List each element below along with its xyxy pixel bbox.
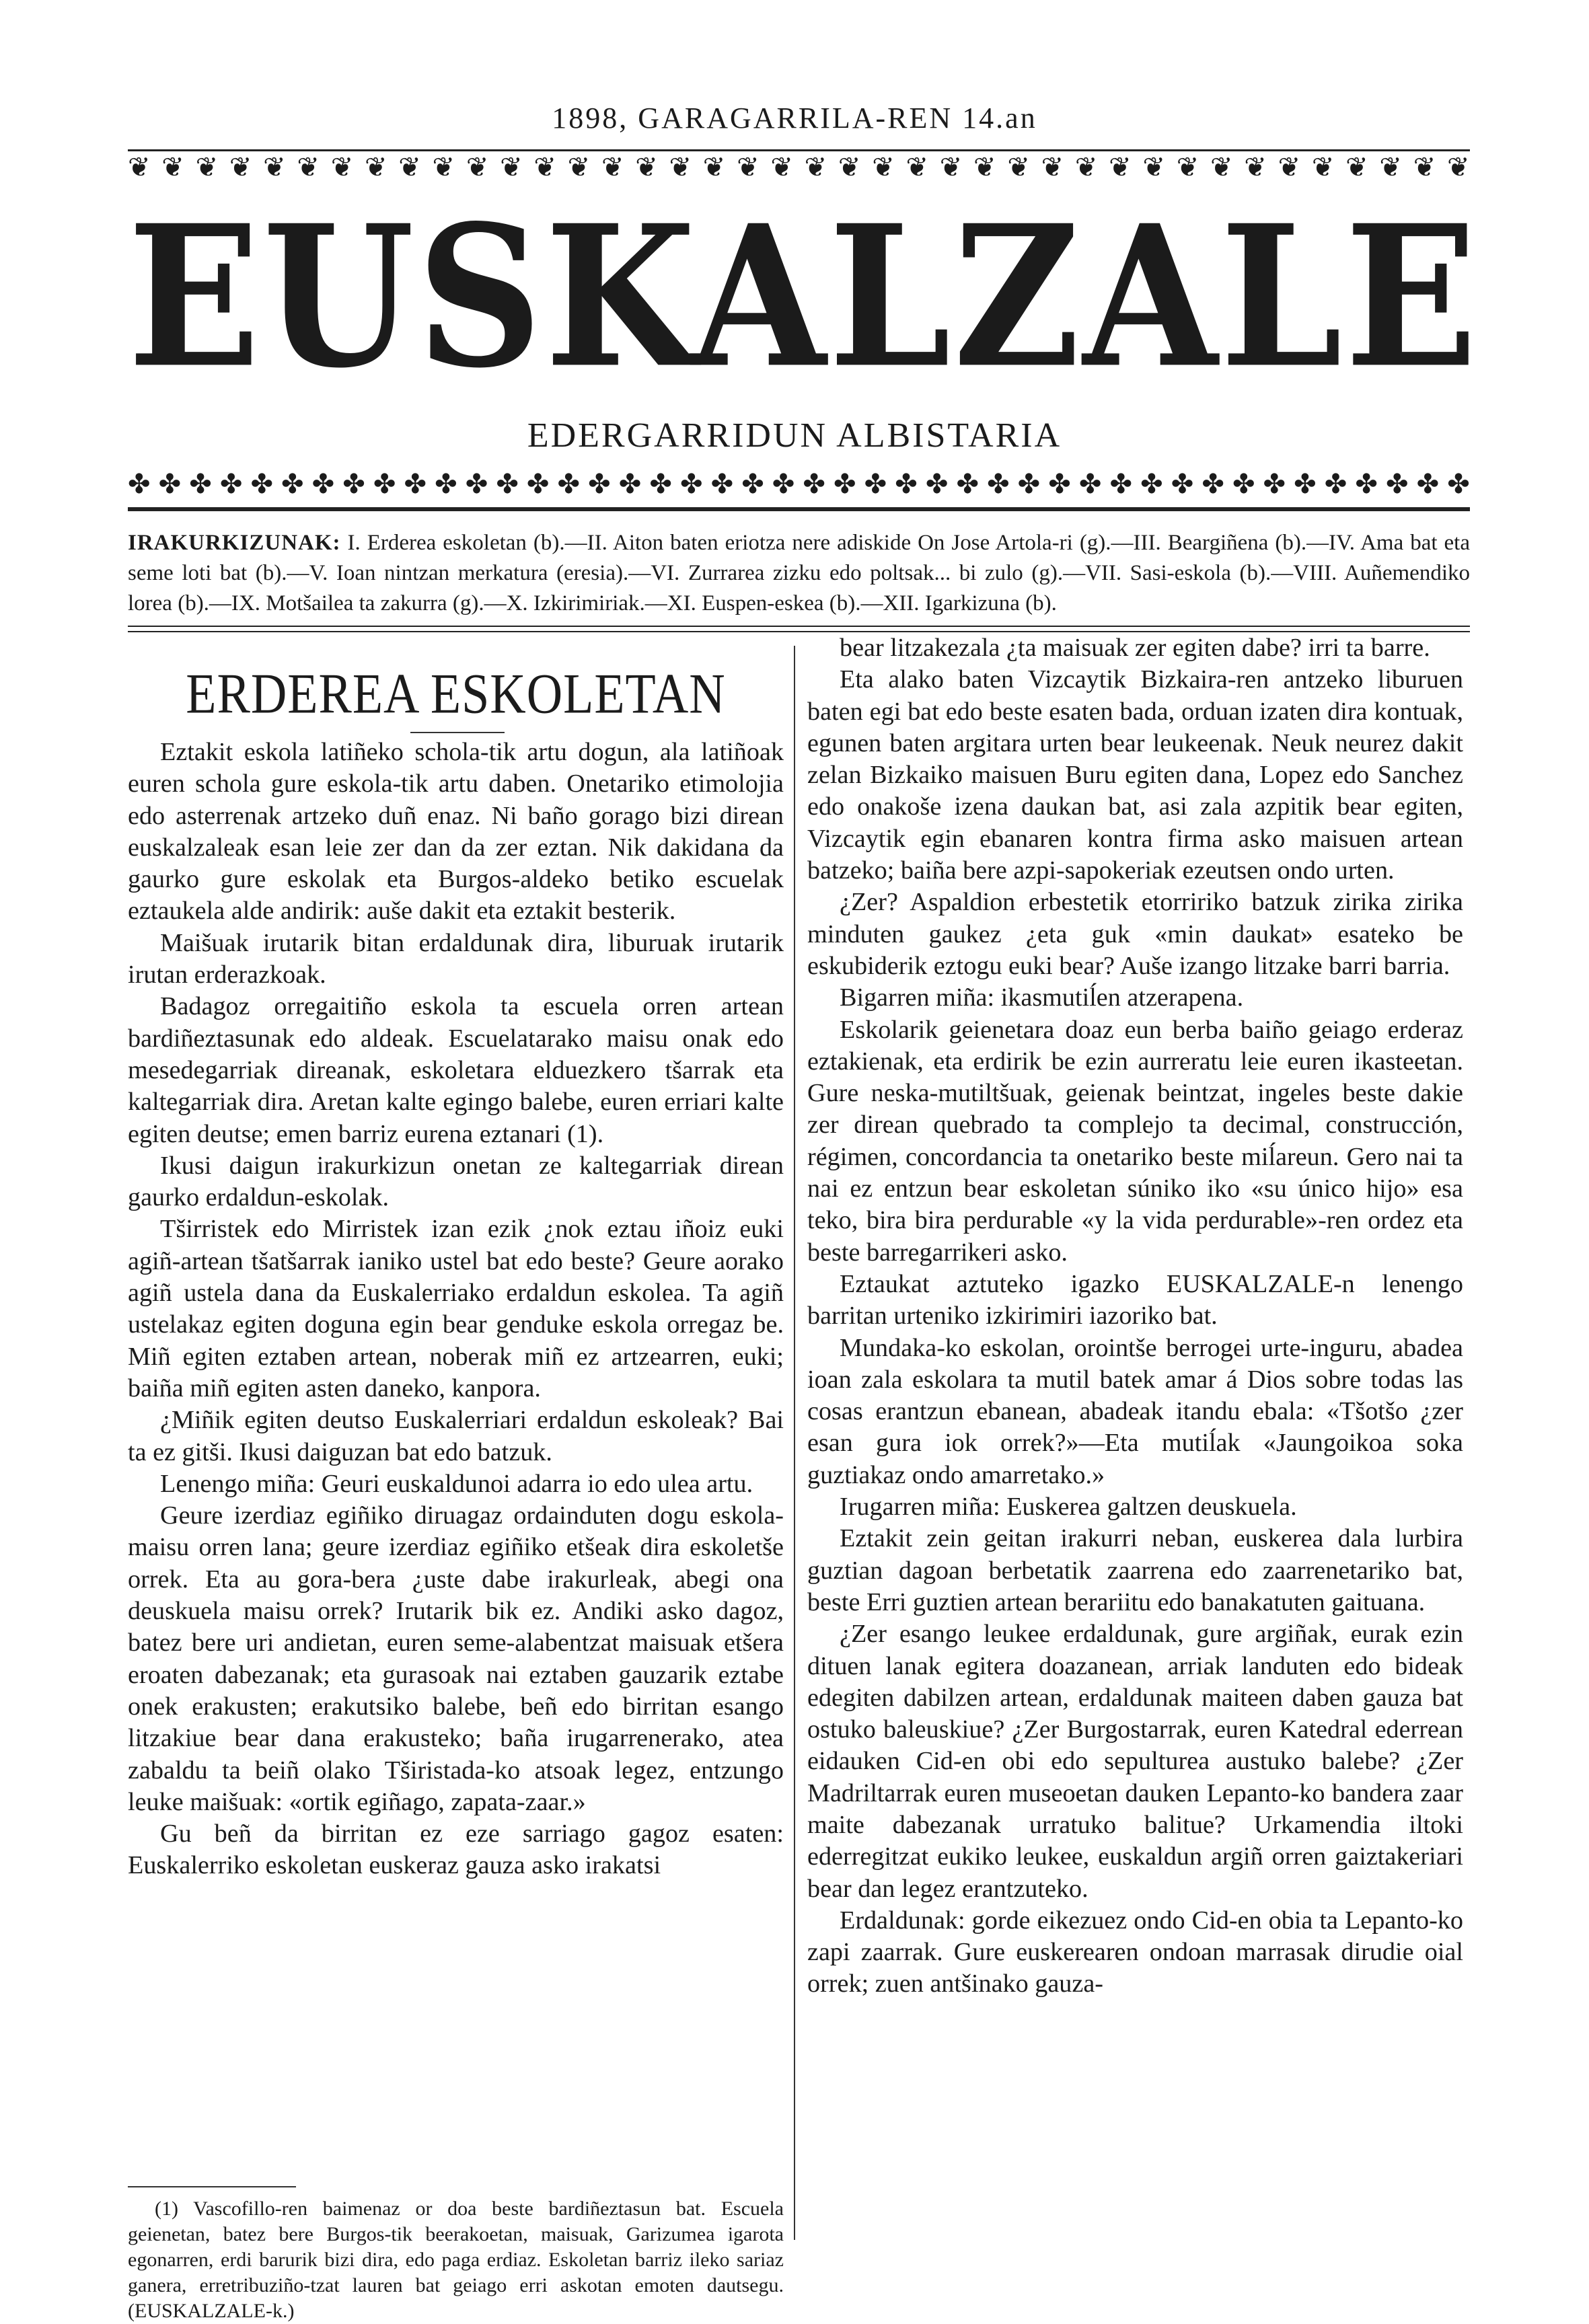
ornament-glyph: ❦: [1142, 152, 1165, 182]
ornament-glyph: ❦: [1311, 152, 1335, 182]
ornament-glyph: ❦: [973, 152, 996, 182]
ornament-glyph: ✤: [435, 471, 457, 499]
ornament-glyph: ❦: [128, 152, 151, 182]
ornament-glyph: ✤: [1324, 471, 1347, 499]
masthead-subtitle: EDERGARRIDUN ALBISTARIA: [527, 416, 1062, 455]
article-paragraph: Bigarren miña: ikasmutiĺen atzerapena.: [840, 983, 1244, 1012]
ornament-glyph: ✤: [1355, 471, 1378, 499]
header-double-rule: [128, 626, 1470, 632]
ornament-glyph: ❦: [1210, 152, 1233, 182]
article-paragraph: bear litzakezala ¿ta maisuak zer egiten dabe? irri ta barre.: [840, 634, 1430, 662]
ornament-glyph: ❦: [500, 152, 523, 182]
ornament-glyph: ✤: [803, 471, 825, 499]
article-paragraph: Badagoz orregaitiño eskola ta escuela orren artean bardiñeztasunak edo aldeak. Escuelatarako maisu onak edo mesedegarriak direanak, eskoletara elduezkero tšarrak eta kaltegarriak dira. Aretan kalte egingo balebe, euren erriari kalte egiten deutse; emen barriz eurena eztanari (1).: [128, 992, 784, 1148]
contents-summary: [128, 528, 1470, 619]
ornament-glyph: ✤: [1447, 471, 1470, 499]
ornament-border-top: [128, 149, 1470, 184]
ornament-glyph: ✤: [373, 471, 396, 499]
article-paragraph: Eztakit eskola latiñeko schola-tik artu dogun, ala latiñoak euren schola gure eskola-tik artu daben. Onetariko etimolojia edo asterrenak artzeko duñ enaz. Ni baño gorago bizi direan euskalzaleak esan leie zer dan da zer eztan. Nik dakidana da gaurko gure eskolak eta Burgos-aldeko betiko escuelak eztaukela alde andirik: auše dakit eta eztakit besterik.: [128, 738, 784, 926]
article-paragraph: Gu beñ da birritan ez eze sarriago gagoz esaten: Euskalerriko eskoletan euskeraz gauza asko irakatsi: [128, 1820, 784, 1880]
ornament-glyph: ✤: [250, 471, 273, 499]
ornament-glyph: ❦: [398, 152, 421, 182]
ornament-glyph: ✤: [772, 471, 795, 499]
ornament-glyph: ❦: [297, 152, 320, 182]
title-rule: [410, 732, 505, 733]
article-paragraph: Erdaldunak: gorde eikezuez ondo Cid-en obia ta Lepanto-ko zapi zaarrak. Gure euskerearen ondoan marrasak dirudie oial orrek; zuen antšinako gauza-: [807, 1906, 1463, 1998]
ornament-glyph: ✤: [311, 471, 335, 499]
ornament-glyph: ❦: [1007, 152, 1030, 182]
ornament-glyph: ❦: [1176, 152, 1199, 182]
ornament-glyph: ❦: [669, 152, 692, 182]
ornament-glyph: ❦: [1074, 152, 1098, 182]
article-paragraph: Lenengo miña: Geuri euskaldunoi adarra io edo ulea artu.: [160, 1469, 753, 1498]
ornament-glyph: ❦: [567, 152, 591, 182]
ornament-glyph: ❦: [229, 152, 252, 182]
ornament-glyph: ✤: [895, 471, 918, 499]
ornament-glyph: ❦: [906, 152, 928, 182]
ornament-glyph: ❦: [635, 152, 658, 182]
ornament-glyph: ❦: [1446, 152, 1470, 182]
ornament-glyph: ✤: [710, 471, 734, 499]
article-paragraph: Eta alako baten Vizcaytik Bizkaira-ren antzeko liburuen baten egi bat edo beste esaten bada, orduan izaten dira kontuak, egunen baten argitara urten bear leukeenak. Neuk neurez dakit zelan Bizkaiko maisuen Buru egiten dana, Lopez edo Sanchez edo onakoše izena daukan bat, asi zala azpitik bear egiten, Vizcaytik egin ebanaren kontra firma asko maisuen artean batzeko; baiña bere azpi-sapokeriak ezeutsen ondo urten.: [807, 665, 1463, 885]
ornament-glyph: ❦: [770, 152, 793, 182]
ornament-glyph: ✤: [1017, 471, 1041, 499]
ornament-glyph: ✤: [158, 471, 182, 499]
ornament-glyph: ✤: [588, 471, 611, 499]
ornament-glyph: ✤: [465, 471, 488, 499]
ornament-glyph: ✤: [1232, 471, 1255, 499]
ornament-glyph: ✤: [1294, 471, 1317, 499]
ornament-glyph: ❦: [533, 152, 556, 182]
ornament-glyph: ✤: [404, 471, 427, 499]
ornament-glyph: ✤: [987, 471, 1010, 499]
ornament-glyph: ✤: [1416, 471, 1440, 499]
ornament-glyph: ✤: [1048, 471, 1071, 499]
ornament-glyph: ✤: [189, 471, 212, 499]
ornament-glyph: ✤: [128, 471, 151, 499]
ornament-glyph: ❦: [838, 152, 861, 182]
ornament-glyph: ✤: [649, 471, 672, 499]
ornament-glyph: ❦: [364, 152, 387, 182]
ornament-glyph: ❦: [161, 152, 184, 182]
ornament-glyph: ✤: [1171, 471, 1194, 499]
footnote-text: (1) Vascofillo-ren baimenaz or doa beste bardiñeztasun bat. Escuela geienetan, batez bere Burgos-tik beerakoetan, maisuak, Garizumea igarota egonarren, erdi barurik bizi dira, edo paga erdiaz. Eskoletan barriz ileko sariaz ganera, erretribuziño-tzat lauren bat geiago erri askotan emoten dautsegu. (EUSKALZALE-k.): [128, 2198, 784, 2322]
contents-text: I. Erderea eskoletan (b).—II. Aiton baten eriotza nere adiskide On Jose Artola-ri (g).—III. Beargiñena (b).—IV. Ama bat eta seme loti bat (b).—V. Ioan nintzan merkatura (eresia).—VI. Zurrarea zizku edo poltsak... bi zulo (g).—VII. Sasi-eskola (b).—VIII. Auñemendiko lorea (b).—IX. Motšailea ta zakurra (g).—X. Izkirimiriak.—XI. Euspen-eskea (b).—XII. Igarkizuna (b).: [128, 531, 1470, 615]
ornament-glyph: ❦: [1244, 152, 1267, 182]
ornament-glyph: ❦: [702, 152, 726, 182]
article-paragraph: Mundaka-ko eskolan, orointše berrogei urte-inguru, abadea ioan zala eskolara ta mutil batek amar á Dios sobre todas las cosas erantzun ebanean, abadeak itandu ebala: «Tšotšo ¿zer esan gura iok orrek?»—Eta mutiĺak «Jaungoikoa soka guztiakaz ondo amarretako.»: [807, 1333, 1463, 1489]
ornament-glyph: ❦: [263, 152, 286, 182]
ornament-glyph: ✤: [1109, 471, 1133, 499]
ornament-glyph: ✤: [281, 471, 304, 499]
article-paragraph: Eztakit zein geitan irakurri neban, euskerea dala lurbira guztian dagoan berbetatik zaarrena edo zaarrenetariko bat, beste Erri guztien artean berariitu edo banakatuten gaituana.: [807, 1524, 1463, 1616]
ornament-glyph: ❦: [804, 152, 827, 182]
ornament-glyph: ❦: [737, 152, 760, 182]
contents-label: IRAKURKIZUNAK:: [128, 531, 341, 555]
left-column: [128, 737, 784, 1882]
ornament-glyph: ✤: [956, 471, 979, 499]
article-paragraph: Ikusi daigun irakurkizun onetan ze kaltegarriak direan gaurko erdaldun-eskolak.: [128, 1151, 784, 1212]
ornament-glyph: ✤: [1385, 471, 1409, 499]
ornament-glyph: ✤: [1140, 471, 1163, 499]
ornament-glyph: ❦: [1278, 152, 1301, 182]
article-paragraph: Irugarren miña: Euskerea galtzen deuskuela.: [840, 1493, 1297, 1522]
ornament-glyph: ❦: [195, 152, 219, 182]
ornament-glyph: ✤: [557, 471, 581, 499]
ornament-glyph: ✤: [1078, 471, 1102, 499]
ornament-glyph: ❦: [432, 152, 455, 182]
ornament-border-middle: [128, 471, 1470, 511]
ornament-glyph: ✤: [1202, 471, 1224, 499]
article-title: ERDEREA ESKOLETAN: [186, 662, 726, 726]
ornament-glyph: ❦: [1109, 152, 1132, 182]
ornament-glyph: ❦: [466, 152, 489, 182]
footnote: [128, 2196, 784, 2324]
ornament-glyph: ✤: [342, 471, 365, 499]
ornament-glyph: ✤: [741, 471, 764, 499]
ornament-glyph: ✤: [1263, 471, 1286, 499]
ornament-glyph: ❦: [1041, 152, 1064, 182]
ornament-glyph: ✤: [219, 471, 243, 499]
right-column: [807, 632, 1463, 2000]
ornament-glyph: ✤: [526, 471, 550, 499]
dateline: 1898, GARAGARRILA-REN 14.an: [552, 102, 1037, 135]
ornament-glyph: ❦: [1345, 152, 1368, 182]
ornament-glyph: ❦: [330, 152, 354, 182]
ornament-glyph: ❦: [1379, 152, 1402, 182]
article-paragraph: Eztaukat aztuteko igazko EUSKALZALE-n lenengo barritan urteniko izkirimiri iazoriko bat.: [807, 1269, 1463, 1330]
ornament-glyph: ❦: [1413, 152, 1436, 182]
ornament-glyph: ✤: [834, 471, 856, 499]
masthead-title: EUSKALZALE: [128, 182, 1480, 411]
ornament-glyph: ❦: [601, 152, 624, 182]
ornament-glyph: ❦: [939, 152, 963, 182]
footnote-rule: [128, 2186, 296, 2187]
article-paragraph: Tširristek edo Mirristek izan ezik ¿nok eztau iñoiz euki agiñ-artean tšatšarrak ianiko ustel bat edo beste? Geure aorako agiñ ustela dana da Euskalerriako erdaldun eskolea. Ta agiñ ustelakaz egiten doguna egin bear genduke eskola orregaz be. Miñ egiten eztaben artean, noberak miñ ez artzearren, euki; baiña miñ egiten asten daneko, kanpora.: [128, 1215, 784, 1402]
article-paragraph: ¿Zer? Aspaldion erbestetik etorririko batzuk zirika zirika minduten gaukez ¿eta guk «min daukat» esateko be eskubiderik eztogu euki bear? Auše izango litzake barri barria.: [807, 888, 1463, 980]
ornament-glyph: ✤: [864, 471, 887, 499]
ornament-glyph: ❦: [872, 152, 895, 182]
ornament-glyph: ✤: [925, 471, 949, 499]
column-divider: [794, 646, 795, 2240]
article-paragraph: ¿Zer esango leukee erdaldunak, gure argiñak, eurak ezin dituen lanak egitera doazanean, arriak landuten edo bideak edegiten dabilzen artean, erdaldunak maiteen daben gauza bat ostuko baleuskiue? ¿Zer Burgostarrak, euren Katedral ederrean eidauken Cid-en obi edo sepulturea austuko balebe? ¿Zer Madriltarrak euren museoetan dauken Lepanto-ko bandera zaar maite dabezanak urratuko balitue? Urkamendia iltoki ederregitzat eukiko leukee, euskaldun argiñ orren gaiztakeriari bear dan legez erantzuteko.: [807, 1620, 1463, 1903]
ornament-glyph: ✤: [618, 471, 642, 499]
article-paragraph: Maišuak irutarik bitan erdaldunak dira, liburuak irutarik irutan erderazkoak.: [128, 928, 784, 989]
ornament-glyph: ✤: [679, 471, 703, 499]
article-paragraph: Geure izerdiaz egiñiko diruagaz ordainduten dogu eskola-maisu orren lana; geure izerdiaz egiñiko etšeak dira eskoletše orrek. Eta au gora-bera ¿uste dabe irakurleak, abegi ona deuskuela maisu orrek? Irutarik bik ez. Andiki asko dagoz, batez bere uri andietan, euren seme-alabentzat maisuak etšera eroaten dabezanak; eta gurasoak nai eztaben gauzarik eztabe onek erakusten; erakutsiko balebe, beñ edo birritan esango litzakiue bear dana erakusteko; baña irugarrenerako, atea zabaldu ta beiñ olako Tširistada-ko atsoak legez, entzungo leuke maišuak: «ortik egiñago, zapata-zaar.»: [128, 1501, 784, 1816]
article-paragraph: ¿Miñik egiten deutso Euskalerriari erdaldun eskoleak? Bai ta ez gitši. Ikusi daiguzan bat edo batzuk.: [128, 1406, 784, 1466]
article-paragraph: Eskolarik geienetara doaz eun berba baiño geiago erderaz eztakienak, eta erdirik be ezin aurreratu leie euren ikasteetan. Gure neska-mutiltšuak, geienak beintzat, ingeles beste dakie zer direan quebrado ta complejo ta decimal, construcción, régimen, concordancia ta onetariko beste miĺareun. Gero nai ta nai ez entzun bear eskoletan súniko iko «su único hijo» esa teko, bira bira perdurable «y la vida perdurable»-ren ordez eta beste barregarrikeri asko.: [807, 1015, 1463, 1267]
ornament-glyph: ✤: [496, 471, 519, 499]
